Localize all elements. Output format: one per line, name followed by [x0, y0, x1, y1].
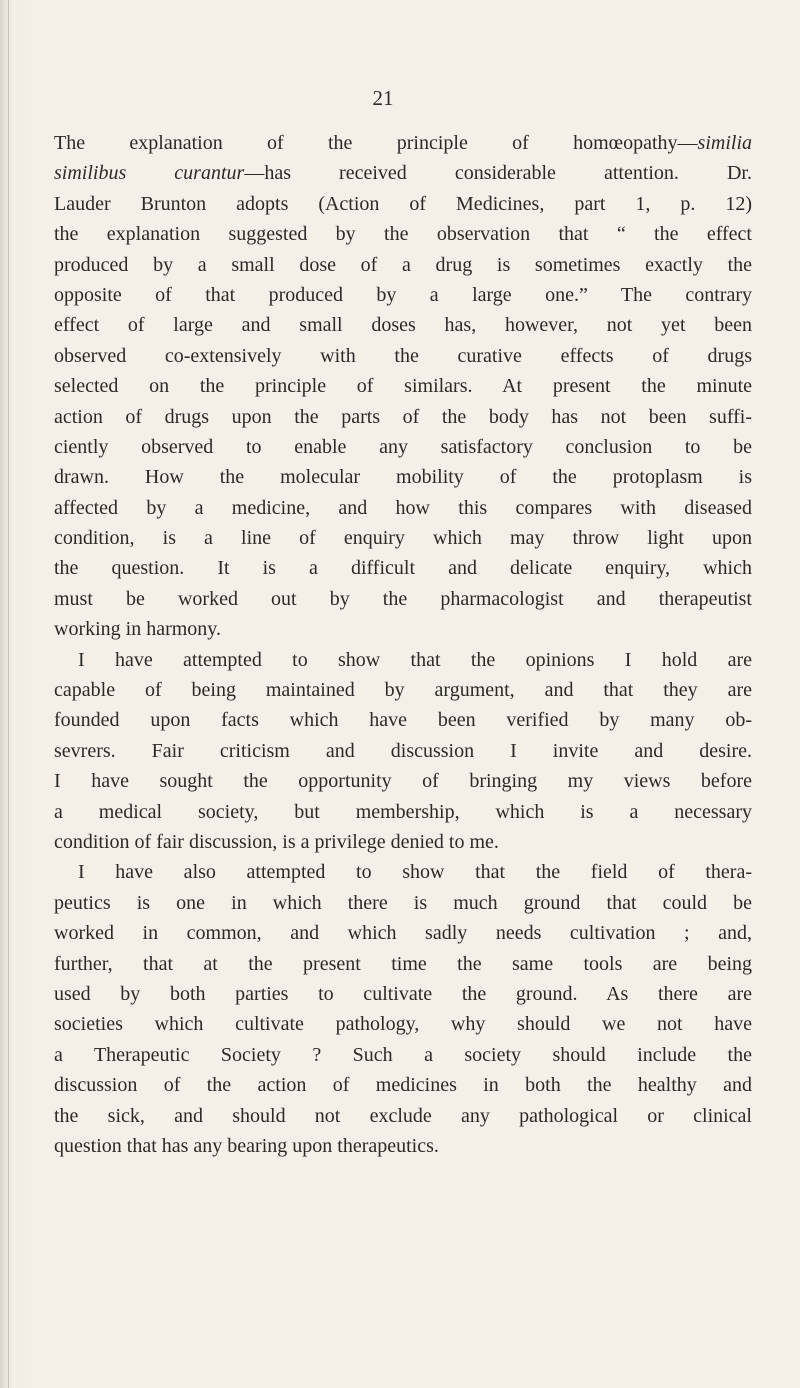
binding-gutter: [8, 0, 9, 1388]
line-text: working in harmony.: [54, 618, 222, 641]
text-line: [54, 1131, 752, 1161]
line-text: observed co-extensively with the curative effects of drugs: [54, 344, 752, 367]
line-text: the question. It is a difficult and delicate enquiry, which: [54, 557, 752, 580]
text-line: [54, 128, 752, 158]
line-text: a Therapeutic Society ? Such a society should include the: [54, 1043, 752, 1066]
text-line: [54, 675, 752, 705]
text-line: [54, 1009, 752, 1039]
text-line: [54, 705, 752, 735]
italic-text: similibus curantur: [54, 162, 245, 185]
text-line: [54, 1040, 752, 1070]
line-text: further, that at the present time the same tools are being: [54, 952, 752, 975]
text-line: [54, 918, 752, 948]
line-text: capable of being maintained by argument, and that they are: [54, 679, 752, 702]
line-text: worked in common, and which sadly needs cultivation ; and,: [54, 922, 752, 945]
text-line: [54, 797, 752, 827]
line-text: drawn. How the molecular mobility of the protoplasm is: [54, 466, 752, 489]
line-text: selected on the principle of similars. At present the minute: [54, 375, 752, 398]
line-text: question that has any bearing upon therapeutics.: [54, 1134, 439, 1157]
text-line: [54, 827, 752, 857]
line-text: I have also attempted to show that the field of thera-: [78, 861, 752, 884]
line-text: the sick, and should not exclude any pathological or clinical: [54, 1104, 752, 1127]
line-text: Lauder Brunton adopts (Action of Medicines, part 1, p. 12): [54, 192, 752, 215]
text-line: [54, 584, 752, 614]
line-text: action of drugs upon the parts of the body has not been suffi-: [54, 405, 752, 428]
text-line: [54, 432, 752, 462]
line-text: founded upon facts which have been verified by many ob-: [54, 709, 752, 732]
line-text: used by both parties to cultivate the ground. As there are: [54, 982, 752, 1005]
text-line: [54, 371, 752, 401]
line-text: the explanation suggested by the observation that “ the effect: [54, 223, 752, 246]
line-text: condition, is a line of enquiry which may throw light upon: [54, 527, 752, 550]
line-text: peutics is one in which there is much ground that could be: [54, 891, 752, 914]
text-line: [54, 614, 752, 644]
line-text: I have sought the opportunity of bringing my views before: [54, 770, 752, 793]
text-line: [54, 949, 752, 979]
text-line: [54, 979, 752, 1009]
text-line: [54, 280, 752, 310]
text-line: [54, 857, 752, 887]
text-line: [54, 645, 752, 675]
italic-text: similia: [697, 132, 752, 154]
line-text: produced by a small dose of a drug is sometimes exactly the: [54, 253, 752, 276]
text-line: [54, 766, 752, 796]
text-line: [54, 493, 752, 523]
page-number: 21: [372, 86, 394, 110]
line-text: a medical society, but membership, which is a necessary: [54, 800, 752, 823]
text-line: [54, 888, 752, 918]
text-line: [54, 553, 752, 583]
line-text: must be worked out by the pharmacologist and therapeutist: [54, 587, 752, 610]
text-line: [54, 310, 752, 340]
line-text: I have attempted to show that the opinions I hold are: [78, 648, 752, 671]
text-line: [54, 341, 752, 371]
text-line: [54, 1070, 752, 1100]
text-line: [54, 1101, 752, 1131]
line-text: affected by a medicine, and how this compares with diseased: [54, 496, 752, 519]
text-line: [54, 189, 752, 219]
text-line: [54, 219, 752, 249]
text-line: [54, 158, 752, 188]
line-text: condition of fair discussion, is a privilege denied to me.: [54, 830, 499, 853]
line-text: sevrers. Fair criticism and discussion I invite and desire.: [54, 739, 752, 762]
text-line: [54, 402, 752, 432]
line-text: societies which cultivate pathology, why should we not have: [54, 1013, 752, 1036]
text-line: [54, 462, 752, 492]
text-line: [54, 250, 752, 280]
text-line: [54, 523, 752, 553]
line-text: —has received considerable attention. Dr.: [244, 162, 752, 185]
line-text: opposite of that produced by a large one.” The contrary: [54, 283, 752, 306]
line-text: The explanation of the principle of homœopathy—: [54, 132, 698, 154]
text-line: [54, 736, 752, 766]
body-text: [54, 128, 752, 1161]
line-text: discussion of the action of medicines in both the healthy and: [54, 1074, 752, 1097]
line-text: ciently observed to enable any satisfactory conclusion to be: [54, 435, 752, 458]
line-text: effect of large and small doses has, however, not yet been: [54, 314, 752, 337]
